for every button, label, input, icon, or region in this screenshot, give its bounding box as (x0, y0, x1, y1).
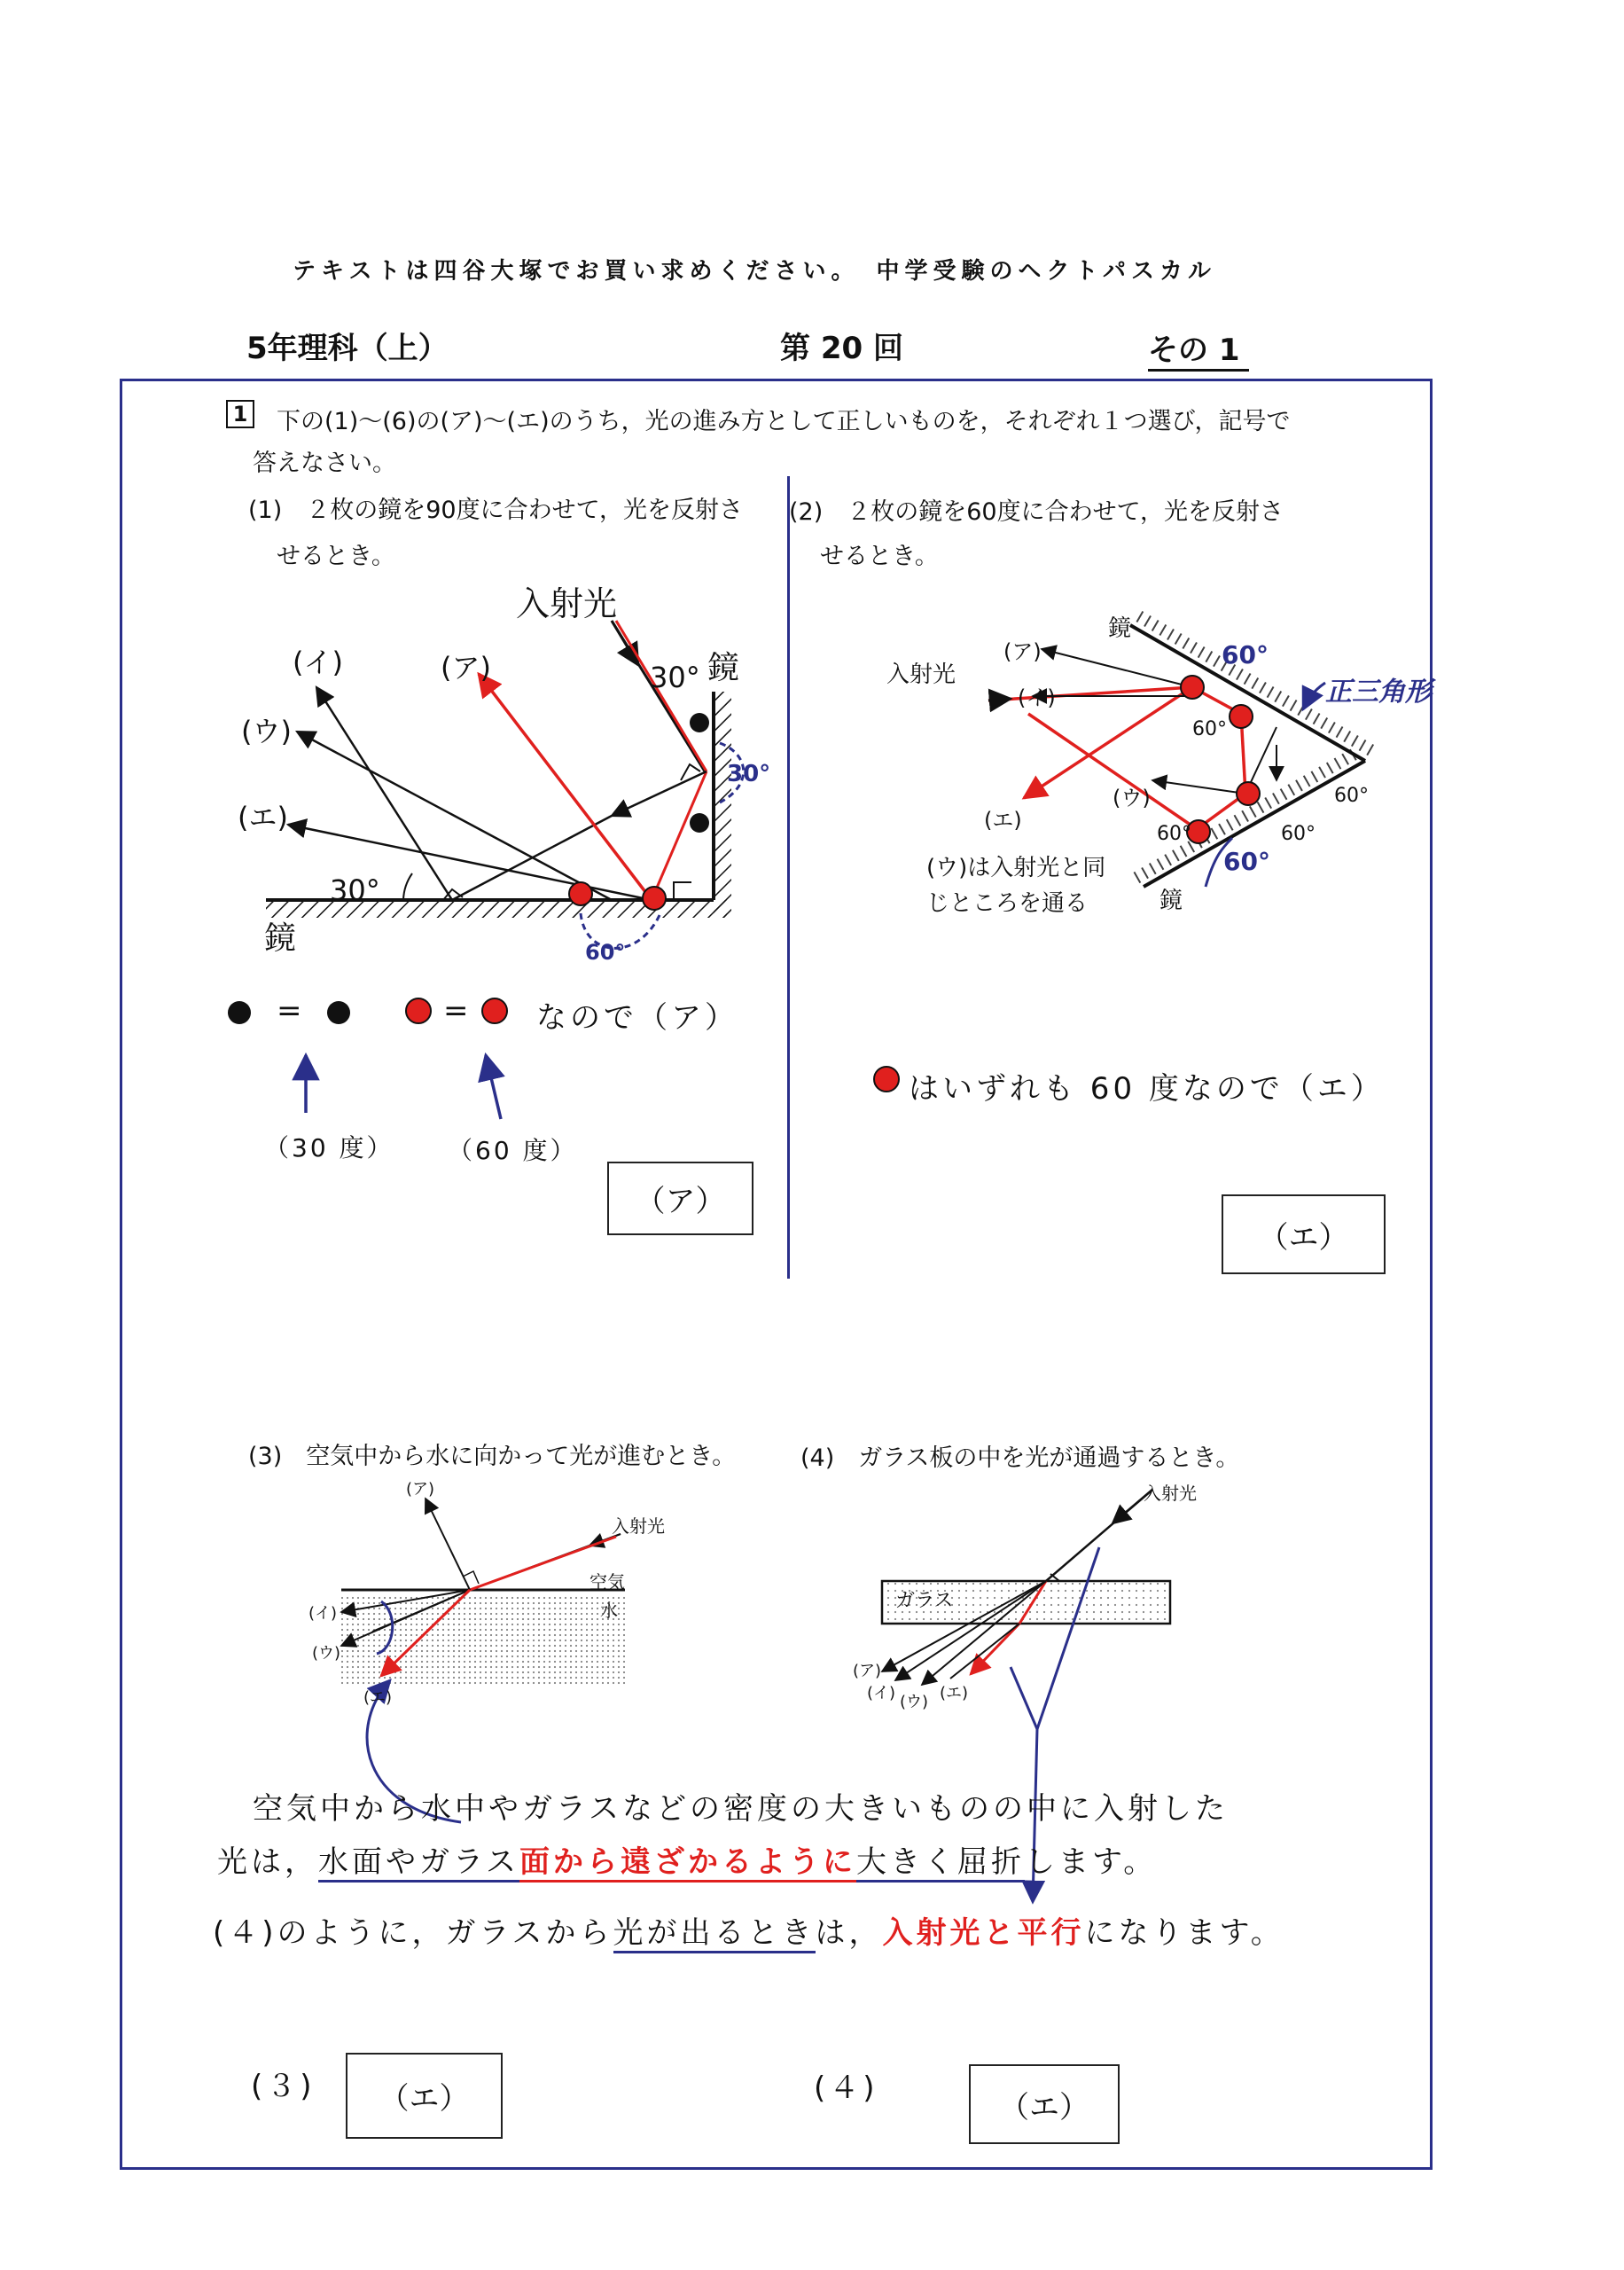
q2-diagram (988, 616, 1374, 887)
q3-incident-label: 入射光 (612, 1515, 665, 1537)
q1-mirror-label-wall: 鏡 (707, 650, 740, 686)
q1-eq-text: なので（ア） (536, 1000, 738, 1036)
q2-option-e: (エ) (984, 808, 1022, 833)
q2-statement: はいずれも 60 度なので（エ） (909, 1071, 1385, 1107)
q4-option-a: (ア) (853, 1662, 882, 1680)
question-text-line1: 下の(1)〜(6)の(ア)〜(エ)のうち，光の進み方として正しいものを，それぞれ１つ選び，記号で (277, 408, 1291, 435)
q3-diagram (341, 1499, 625, 1822)
question-text-line2: 答えなさい。 (253, 450, 396, 477)
explanation-line1: 空気中から水中やガラスなどの密度の大きいものの中に入射した (253, 1791, 1229, 1827)
explanation-line3-e: になります。 (1084, 1915, 1284, 1951)
q4-incident-label: 入射光 (1144, 1483, 1197, 1504)
q2-hand-angle-bottom: 60° (1223, 847, 1270, 876)
q1-incident-label: 入射光 (516, 584, 618, 623)
explanation-line3-a: (４)のように，ガラスから (213, 1915, 613, 1951)
q1-wall-mirror-hatch (714, 692, 731, 918)
q3-option-i: (イ) (308, 1604, 338, 1623)
q2-incident-label: 入射光 (886, 661, 956, 688)
q1-option-e: (エ) (238, 801, 288, 834)
q1-title-line2: せるとき。 (277, 543, 395, 570)
q2-mirror-label-top: 鏡 (1108, 615, 1132, 642)
q3-option-e: (エ) (363, 1688, 393, 1707)
explanation-line2-b: 水面やガラス (318, 1844, 519, 1883)
q3-water-label: 水 (600, 1600, 618, 1621)
q3-option-a: (ア) (406, 1480, 435, 1499)
q3-air-label: 空気 (589, 1571, 625, 1593)
explanation-line2 (217, 1837, 1157, 1881)
q2-angle-4: 60° (1157, 823, 1191, 845)
q3-option-u: (ウ) (312, 1644, 341, 1663)
explanation-line3-b: 光が出るとき (613, 1915, 816, 1953)
question-number: 1 (226, 400, 254, 428)
q1-title-line1: (1) ２枚の鏡を90度に合わせて，光を反射さ (248, 497, 744, 524)
explanation-line2-d: 大きく屈折 (856, 1844, 1025, 1883)
q1-option-i: (イ) (293, 646, 343, 679)
explanation-line3 (213, 1908, 1284, 1952)
explanation-line2-c: 面から遠ざかるように (519, 1844, 856, 1883)
q1-mirror-label-floor: 鏡 (264, 920, 297, 957)
q4-option-e: (エ) (940, 1684, 969, 1702)
q1-note-30: （30 度） (264, 1133, 394, 1162)
course-title: 5年理科（上） (246, 331, 449, 366)
q1-hand-60: 60° (585, 940, 626, 965)
q4-title: (4) ガラス板の中を光が通過するとき。 (800, 1444, 1240, 1472)
q4-answer-box: （エ） (969, 2064, 1120, 2144)
q2-option-i: (イ) (1018, 685, 1056, 710)
q1-note-60: （60 度） (448, 1136, 578, 1165)
q1-eq-right: = (443, 993, 472, 1029)
explanation-line2-e: します。 (1024, 1844, 1158, 1880)
part-label: その 1 (1148, 325, 1249, 372)
q4-option-i: (イ) (867, 1684, 896, 1702)
q2-angle-3: 60° (1281, 823, 1316, 845)
q1-hand-30: 30° (727, 761, 771, 787)
q1-answer-box: （ア） (607, 1162, 753, 1235)
q2-option-u: (ウ) (1113, 786, 1151, 810)
header-note: テキストは四谷大塚でお買い求めください。 中学受験のヘクトパスカル (293, 258, 1216, 285)
q3-title: (3) 空気中から水に向かって光が進むとき。 (248, 1443, 737, 1470)
q2-note-line1: (ウ)は入射光と同 (926, 855, 1106, 881)
q2-answer-box: （エ） (1222, 1194, 1386, 1274)
q3-answer-label: (３) (251, 2069, 316, 2104)
q1-floor-angle: 30° (330, 873, 380, 907)
q2-angle-1: 60° (1192, 718, 1227, 740)
q2-hand-label: 正三角形 (1325, 677, 1432, 708)
q2-title-line1: (2) ２枚の鏡を60度に合わせて，光を反射さ (789, 498, 1284, 526)
q2-note-line2: じところを通る (926, 890, 1089, 917)
explanation-line3-c: は， (815, 1915, 883, 1951)
q2-angle-2: 60° (1334, 785, 1369, 807)
q4-glass-label: ガラス (895, 1590, 954, 1612)
q1-angle-30: 30° (650, 661, 700, 694)
q2-statement-dot (874, 1067, 899, 1092)
q1-eq-left: = (277, 993, 306, 1029)
lesson-number: 第 20 回 (780, 331, 903, 366)
explanation-line2-a: 光は， (217, 1844, 318, 1880)
q2-option-a: (ア) (1003, 639, 1042, 664)
q1-option-a: (ア) (441, 651, 491, 685)
q3-answer-box: （エ） (346, 2053, 503, 2139)
q4-answer-label: (４) (814, 2070, 878, 2106)
explanation-line3-d: 入射光と平行 (882, 1915, 1085, 1951)
q2-title-line2: せるとき。 (820, 543, 939, 570)
q4-option-u: (ウ) (900, 1693, 929, 1711)
q2-mirror-label-bottom: 鏡 (1159, 888, 1183, 914)
q2-hand-angle-top: 60° (1222, 640, 1269, 669)
q1-option-u: (ウ) (241, 715, 292, 748)
